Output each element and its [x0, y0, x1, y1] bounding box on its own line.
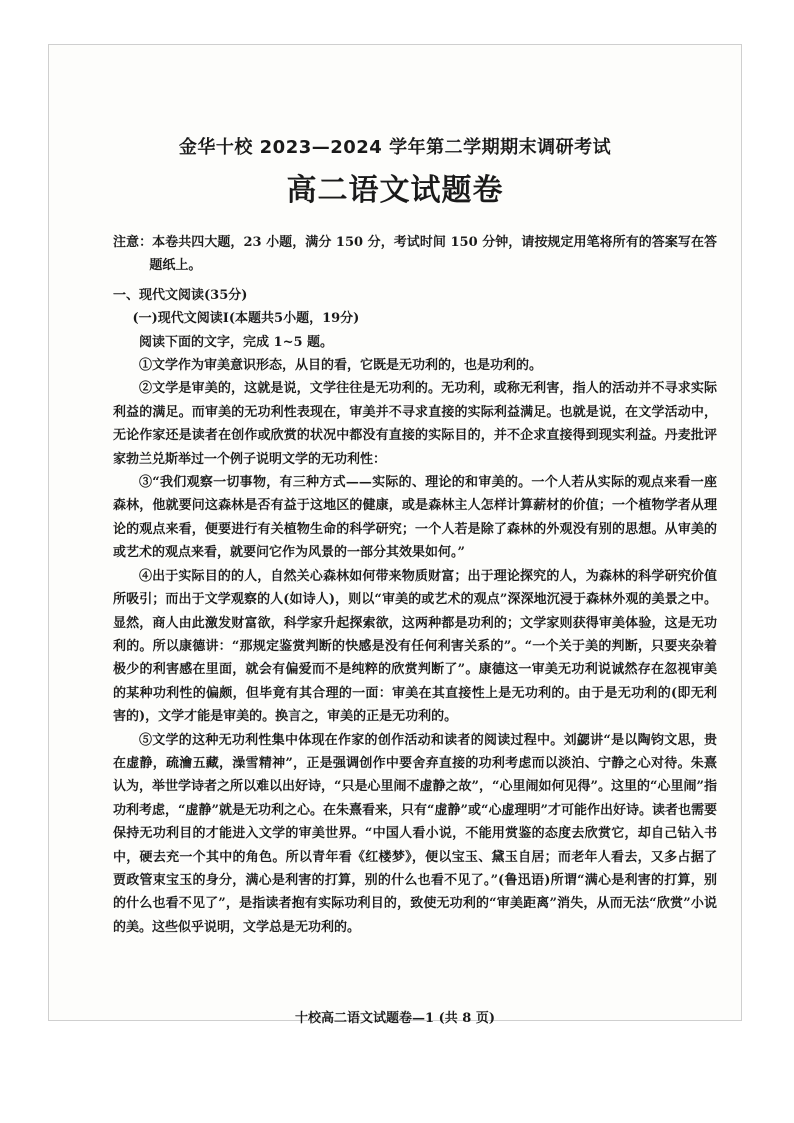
- exam-notice: 注意：本卷共四大题，23 小题，满分 150 分，考试时间 150 分钟，请按规定用笔将所有的答案写在答题纸上。: [113, 235, 717, 274]
- section-heading: 一、现代文阅读(35分): [113, 287, 248, 303]
- paragraph-1: ①文学作为审美意识形态，从目的看，它既是无功利的，也是功利的。: [139, 358, 543, 374]
- subsection-heading: (一)现代文阅读Ⅰ(本题共5小题，19分): [132, 311, 360, 327]
- reading-instruction: 阅读下面的文字，完成 1~5 题。: [139, 334, 334, 350]
- page-footer: 十校高二语文试题卷—1 (共 8 页): [295, 1011, 495, 1026]
- page-body: [113, 231, 717, 939]
- paragraph-5: ⑤文学的这种无功利性集中体现在作家的创作活动和读者的阅读过程中。刘勰讲“是以陶钧文思，贵在虚静，疏瀹五藏，澡雪精神”，正是强调创作中要舍弃直接的功利考虑而以淡泊、宁静之心对待。朱熹认为，举世学诗者之所以难以出好诗，“只是心里闹不虚静之故”，“心里闹如何见得”。这里的“心里闹”指功利考虑，“虚静”就是无功利之心。在朱熹看来，只有“虚静”或“心虚理明”才可能作出好诗。读者也需要保持无功利目的才能进入文学的审美世界。“中国人看小说，不能用赏鉴的态度去欣赏它，却自己钻入书中，硬去充一个其中的角色。所以青年看《红楼梦》，便以宝玉、黛玉自居；而老年人看去，又多占据了贾政管束宝玉的身分，满心是利害的打算，别的什么也看不见了。”(鲁迅语)所谓“满心是利害的打算，别的什么也看不见了”，是指读者抱有实际功利目的，致使无功利的“审美距离”消失，从而无法“欣赏”小说的美。这些似乎说明，文学总是无功利的。: [113, 732, 717, 935]
- exam-page: [48, 44, 742, 1026]
- paragraph-3: ③“我们观察一切事物，有三种方式——实际的、理论的和审美的。一个人若从实际的观点来看一座森林，他就要问这森林是否有益于这地区的健康，或是森林主人怎样计算薪材的价值；一个植物学者从理论的观点来看，便要进行有关植物生命的科学研究；一个人若是除了森林的外观没有别的思想。从审美的或艺术的观点来看，就要问它作为风景的一部分其效果如何。”: [113, 475, 717, 561]
- paragraph-2: ②文学是审美的，这就是说，文学往往是无功利的。无功利，或称无利害，指人的活动并不寻求实际利益的满足。而审美的无功利性表现在，审美并不寻求直接的实际利益满足。也就是说，在文学活动中，无论作家还是读者在创作或欣赏的状况中都没有直接的实际目的，并不企求直接得到现实利益。丹麦批评家勃兰兑斯举过一个例子说明文学的无功利性：: [113, 381, 717, 467]
- paper-title: 高二语文试题卷: [286, 173, 504, 208]
- exam-title: 金华十校 2023—2024 学年第二学期期末调研考试: [178, 137, 612, 158]
- paragraph-4: ④出于实际目的的人，自然关心森林如何带来物质财富；出于理论探究的人，为森林的科学研究价值所吸引；而出于文学观察的人(如诗人)，则以“审美的或艺术的观点”深深地沉浸于森林外观的美景之中。显然，商人由此激发财富欲，科学家升起探索欲，这两种都是功利的；文学家则获得审美体验，这是无功利的。所以康德讲：“那规定鉴赏判断的快感是没有任何利害关系的”。“一个关于美的判断，只要夹杂着极少的利害感在里面，就会有偏爱而不是纯粹的欣赏判断了”。康德这一审美无功利说诚然存在忽视审美的某种功利性的偏颇，但毕竟有其合理的一面：审美在其直接性上是无功利的。由于是无功利的(即无利害的)，文学才能是审美的。换言之，审美的正是无功利的。: [113, 568, 717, 725]
